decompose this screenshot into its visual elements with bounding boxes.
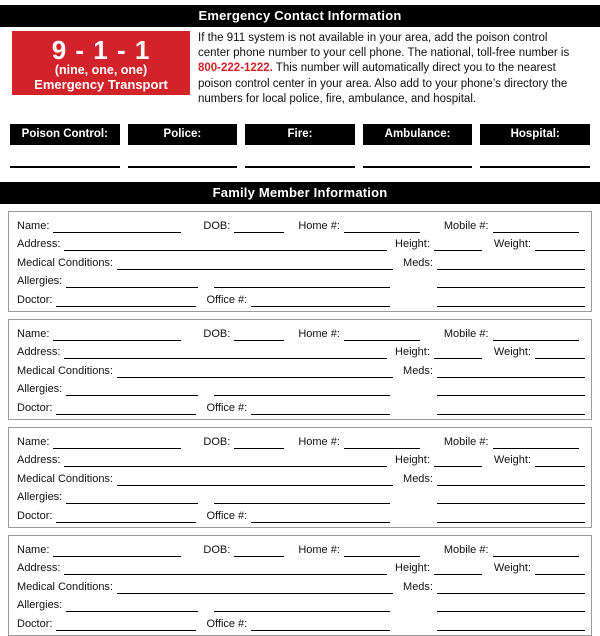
weight-label: Weight:	[493, 562, 531, 575]
home-phone-field[interactable]	[344, 329, 420, 341]
member-row-5	[17, 288, 585, 307]
911-system-label: Emergency Transport System	[34, 77, 168, 107]
mobile-phone-field[interactable]	[493, 545, 579, 557]
office-phone-label: Office #:	[206, 509, 248, 522]
allergies-continuation-field[interactable]	[214, 600, 390, 612]
hospital-field[interactable]	[480, 166, 590, 168]
height-label: Height:	[395, 454, 430, 467]
mobile-phone-field[interactable]	[493, 329, 579, 341]
family-member-block	[8, 211, 592, 312]
allergies-label: Allergies:	[17, 491, 63, 504]
height-field[interactable]	[434, 455, 482, 467]
spacer	[198, 611, 214, 612]
family-member-header: Family Member Information	[0, 182, 600, 204]
meds-field[interactable]	[437, 366, 585, 378]
doctor-label: Doctor:	[17, 293, 53, 306]
spacer	[284, 556, 298, 557]
spacer	[482, 358, 494, 359]
spacer	[198, 287, 214, 288]
spacer	[420, 340, 444, 341]
spacer	[390, 414, 437, 415]
instructions-text-after: This number will automatically direct you to the nearest poison control center in your area. Also add to your phone’s directory the numbers for local police, fire, ambulance, and hospital.	[198, 62, 568, 105]
address-field[interactable]	[64, 347, 387, 359]
office-phone-label: Office #:	[206, 401, 248, 414]
mobile-phone-field[interactable]	[493, 437, 579, 449]
hospital-label: Hospital:	[480, 124, 590, 145]
family-member-block	[8, 319, 592, 420]
spacer	[284, 448, 298, 449]
name-field[interactable]	[53, 329, 181, 341]
emergency-contacts-fields-row	[10, 166, 590, 168]
member-row-3	[17, 359, 585, 378]
spacer	[390, 395, 437, 396]
spacer	[181, 232, 203, 233]
911-words: (nine, one, one)	[54, 63, 148, 77]
height-field[interactable]	[434, 563, 482, 575]
weight-label: Weight:	[493, 454, 531, 467]
meds-continuation-field[interactable]	[437, 492, 585, 504]
emergency-contacts-header-row	[10, 124, 590, 145]
meds-continuation-field[interactable]	[437, 600, 585, 612]
member-row-2	[17, 557, 585, 576]
home-phone-field[interactable]	[344, 221, 420, 233]
member-row-4	[17, 270, 585, 289]
doctor-field[interactable]	[56, 295, 196, 307]
allergies-field[interactable]	[66, 492, 198, 504]
weight-field[interactable]	[535, 239, 585, 251]
mobile-phone-label: Mobile #:	[443, 219, 489, 232]
family-member-block	[8, 535, 592, 636]
medical-conditions-field[interactable]	[117, 582, 393, 594]
spacer	[198, 503, 214, 504]
spacer	[196, 522, 206, 523]
member-row-4	[17, 486, 585, 505]
member-row-1	[17, 214, 585, 233]
member-row-4	[17, 594, 585, 613]
office-phone-field[interactable]	[251, 295, 390, 307]
dob-field[interactable]	[234, 329, 284, 341]
allergies-label: Allergies:	[17, 275, 63, 288]
meds-field[interactable]	[437, 582, 585, 594]
office-phone-field[interactable]	[251, 619, 390, 631]
home-phone-label: Home #:	[298, 327, 340, 340]
dob-label: DOB:	[203, 327, 231, 340]
doctor-label: Doctor:	[17, 509, 53, 522]
medical-conditions-label: Medical Conditions:	[17, 256, 113, 269]
spacer	[198, 395, 214, 396]
doctor-field[interactable]	[56, 619, 196, 631]
member-row-3	[17, 467, 585, 486]
meds-continuation-field[interactable]	[437, 511, 585, 523]
spacer	[393, 593, 403, 594]
allergies-continuation-field[interactable]	[214, 276, 390, 288]
allergies-label: Allergies:	[17, 599, 63, 612]
allergies-label: Allergies:	[17, 383, 63, 396]
family-member-blocks	[0, 211, 600, 636]
spacer	[393, 377, 403, 378]
spacer	[393, 485, 403, 486]
home-phone-field[interactable]	[344, 437, 420, 449]
dob-field[interactable]	[234, 221, 284, 233]
height-label: Height:	[395, 238, 430, 251]
allergies-field[interactable]	[66, 384, 198, 396]
mobile-phone-label: Mobile #:	[443, 327, 489, 340]
height-field[interactable]	[434, 239, 482, 251]
weight-label: Weight:	[493, 346, 531, 359]
intro-section	[12, 31, 592, 107]
weight-field[interactable]	[535, 455, 585, 467]
poison-control-field[interactable]	[10, 166, 120, 168]
spacer	[390, 522, 437, 523]
member-row-5	[17, 396, 585, 415]
allergies-field[interactable]	[66, 600, 198, 612]
address-label: Address:	[17, 562, 61, 575]
spacer	[390, 287, 437, 288]
doctor-field[interactable]	[56, 511, 196, 523]
weight-field[interactable]	[535, 347, 585, 359]
meds-continuation-field[interactable]	[437, 619, 585, 631]
meds-label: Meds:	[403, 256, 433, 269]
doctor-label: Doctor:	[17, 401, 53, 414]
medical-conditions-label: Medical Conditions:	[17, 364, 113, 377]
office-phone-label: Office #:	[206, 293, 248, 306]
name-label: Name:	[17, 327, 50, 340]
meds-continuation-field[interactable]	[437, 276, 585, 288]
medical-conditions-field[interactable]	[117, 474, 393, 486]
member-row-1	[17, 538, 585, 557]
office-phone-field[interactable]	[251, 511, 390, 523]
emergency-header: Emergency Contact Information	[0, 5, 600, 27]
address-field[interactable]	[64, 239, 387, 251]
spacer	[390, 503, 437, 504]
allergies-continuation-field[interactable]	[214, 492, 390, 504]
dob-label: DOB:	[203, 219, 231, 232]
spacer	[284, 340, 298, 341]
home-phone-label: Home #:	[298, 435, 340, 448]
member-row-3	[17, 251, 585, 270]
name-label: Name:	[17, 219, 50, 232]
spacer	[482, 574, 494, 575]
address-field[interactable]	[64, 455, 387, 467]
member-row-5	[17, 612, 585, 631]
meds-label: Meds:	[403, 364, 433, 377]
member-row-2	[17, 233, 585, 252]
member-row-2	[17, 341, 585, 360]
poison-control-phone-number: 800-222-1222.	[198, 62, 273, 75]
spacer	[196, 630, 206, 631]
name-label: Name:	[17, 543, 50, 556]
member-row-1	[17, 430, 585, 449]
home-phone-field[interactable]	[344, 545, 420, 557]
spacer	[390, 630, 437, 631]
address-field[interactable]	[64, 563, 387, 575]
office-phone-label: Office #:	[206, 617, 248, 630]
name-field[interactable]	[53, 545, 181, 557]
height-label: Height:	[395, 562, 430, 575]
name-field[interactable]	[53, 437, 181, 449]
spacer	[390, 306, 437, 307]
home-phone-label: Home #:	[298, 543, 340, 556]
name-field[interactable]	[53, 221, 181, 233]
member-row-5	[17, 504, 585, 523]
doctor-field[interactable]	[56, 403, 196, 415]
911-number: 9 - 1 - 1	[51, 35, 151, 65]
address-label: Address:	[17, 238, 61, 251]
medical-conditions-label: Medical Conditions:	[17, 580, 113, 593]
member-row-1	[17, 322, 585, 341]
meds-label: Meds:	[403, 472, 433, 485]
spacer	[420, 232, 444, 233]
medical-conditions-field[interactable]	[117, 258, 393, 270]
spacer	[181, 448, 203, 449]
office-phone-field[interactable]	[251, 403, 390, 415]
weight-field[interactable]	[535, 563, 585, 575]
height-field[interactable]	[434, 347, 482, 359]
spacer	[284, 232, 298, 233]
police-field[interactable]	[128, 166, 238, 168]
spacer	[196, 306, 206, 307]
member-row-4	[17, 378, 585, 397]
member-row-2	[17, 449, 585, 468]
address-label: Address:	[17, 454, 61, 467]
meds-label: Meds:	[403, 580, 433, 593]
dob-field[interactable]	[234, 545, 284, 557]
allergies-continuation-field[interactable]	[214, 384, 390, 396]
meds-field[interactable]	[437, 474, 585, 486]
spacer	[420, 448, 444, 449]
dob-field[interactable]	[234, 437, 284, 449]
name-label: Name:	[17, 435, 50, 448]
911-red-box	[12, 31, 190, 107]
medical-conditions-label: Medical Conditions:	[17, 472, 113, 485]
address-label: Address:	[17, 346, 61, 359]
allergies-field[interactable]	[66, 276, 198, 288]
poison-control-label: Poison Control:	[10, 124, 120, 145]
mobile-phone-label: Mobile #:	[443, 435, 489, 448]
home-phone-label: Home #:	[298, 219, 340, 232]
fire-field[interactable]	[245, 166, 355, 168]
height-label: Height:	[395, 346, 430, 359]
police-label: Police:	[128, 124, 238, 145]
spacer	[181, 340, 203, 341]
family-member-block	[8, 427, 592, 528]
meds-continuation-field[interactable]	[437, 403, 585, 415]
spacer	[181, 556, 203, 557]
ambulance-field[interactable]	[363, 166, 473, 168]
fire-label: Fire:	[245, 124, 355, 145]
spacer	[393, 269, 403, 270]
spacer	[482, 250, 494, 251]
spacer	[196, 414, 206, 415]
member-row-3	[17, 575, 585, 594]
meds-continuation-field[interactable]	[437, 384, 585, 396]
dob-label: DOB:	[203, 543, 231, 556]
meds-continuation-field[interactable]	[437, 295, 585, 307]
doctor-label: Doctor:	[17, 617, 53, 630]
spacer	[390, 611, 437, 612]
mobile-phone-label: Mobile #:	[443, 543, 489, 556]
meds-field[interactable]	[437, 258, 585, 270]
spacer	[482, 466, 494, 467]
medical-conditions-field[interactable]	[117, 366, 393, 378]
dob-label: DOB:	[203, 435, 231, 448]
instructions-text-before: If the 911 system is not available in your area, add the poison control center phone number to your cell phone. The national, toll-free number is	[198, 32, 570, 60]
spacer	[420, 556, 444, 557]
poison-control-instructions	[196, 31, 592, 107]
weight-label: Weight:	[493, 238, 531, 251]
ambulance-label: Ambulance:	[363, 124, 473, 145]
mobile-phone-field[interactable]	[493, 221, 579, 233]
